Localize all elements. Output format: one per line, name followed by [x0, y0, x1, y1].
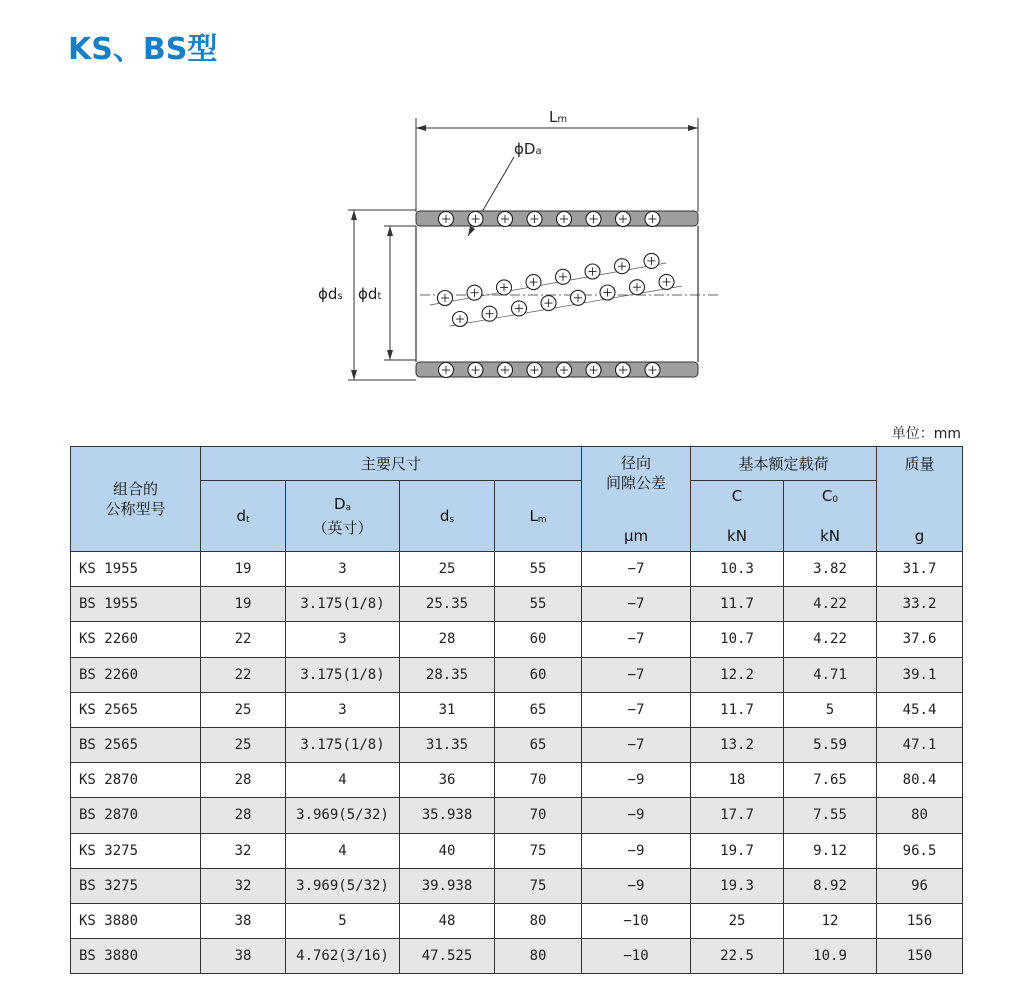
ball-icon	[468, 363, 483, 378]
table-cell: 7.55	[784, 798, 877, 833]
ball-icon	[586, 363, 601, 378]
table-cell: 12.2	[691, 657, 784, 692]
ball-icon	[556, 269, 571, 284]
table-row	[71, 833, 963, 868]
ball-icon	[512, 301, 527, 316]
table-cell: 96.5	[877, 833, 963, 868]
table-cell: 25.35	[400, 587, 495, 622]
ball-icon	[645, 363, 660, 378]
table-cell: 80	[877, 798, 963, 833]
unit-label: 单位：mm	[891, 426, 961, 442]
table-cell: 10.7	[691, 622, 784, 657]
ds-label: ϕds	[318, 285, 343, 303]
table-cell: 25	[691, 903, 784, 938]
table-row	[71, 622, 963, 657]
ball-icon	[541, 296, 556, 311]
ball-icon	[439, 212, 454, 227]
table-row	[71, 763, 963, 798]
cell-model: BS 1955	[71, 587, 201, 622]
table-cell: 36	[400, 763, 495, 798]
header-load: 基本额定载荷	[691, 447, 877, 481]
table-cell: −7	[582, 587, 691, 622]
ball-icon	[616, 212, 631, 227]
ball-icon	[467, 285, 482, 300]
table-cell: 38	[201, 903, 286, 938]
ball-icon	[600, 285, 615, 300]
table-cell: −9	[582, 868, 691, 903]
table-cell: 65	[495, 692, 582, 727]
table-cell: 11.7	[691, 692, 784, 727]
ball-icon	[527, 212, 542, 227]
table-cell: 3.175(1/8)	[286, 657, 400, 692]
table-cell: 33.2	[877, 587, 963, 622]
ball-icon	[498, 212, 513, 227]
lm-label: Lm	[549, 108, 568, 126]
ball-icon	[527, 363, 542, 378]
ball-group	[430, 212, 682, 378]
table-cell: 75	[495, 868, 582, 903]
table-cell: 70	[495, 798, 582, 833]
table-row	[71, 552, 963, 587]
table-body	[71, 552, 963, 974]
table-cell: 31	[400, 692, 495, 727]
table-cell: 3	[286, 622, 400, 657]
table-cell: −10	[582, 939, 691, 974]
page-title: KS、BS型	[68, 32, 218, 67]
table-cell: −10	[582, 903, 691, 938]
header-main-dims: 主要尺寸	[201, 447, 582, 481]
cell-model: KS 3275	[71, 833, 201, 868]
table-cell: 4	[286, 763, 400, 798]
table-cell: 3	[286, 552, 400, 587]
header-c: C kN	[691, 481, 784, 552]
header-mass: 质量 g	[877, 447, 963, 552]
table-cell: 55	[495, 552, 582, 587]
table-cell: 22	[201, 622, 286, 657]
table-row	[71, 727, 963, 762]
cell-model: BS 3275	[71, 868, 201, 903]
table-cell: −7	[582, 727, 691, 762]
table-cell: 25	[400, 552, 495, 587]
table-cell: 19.7	[691, 833, 784, 868]
table-cell: 10.9	[784, 939, 877, 974]
table-cell: 28	[201, 798, 286, 833]
header-lm: Lm	[495, 481, 582, 552]
table-cell: 4	[286, 833, 400, 868]
table-cell: 13.2	[691, 727, 784, 762]
table-cell: 18	[691, 763, 784, 798]
table-cell: 65	[495, 727, 582, 762]
da-label: ϕDa	[514, 140, 542, 158]
table-cell: 19	[201, 587, 286, 622]
table-cell: 3.82	[784, 552, 877, 587]
header-clearance: 径向 间隙公差 μm	[582, 447, 691, 552]
table-cell: −7	[582, 622, 691, 657]
table-cell: 4.762(3/16)	[286, 939, 400, 974]
table-cell: 70	[495, 763, 582, 798]
table-cell: 60	[495, 657, 582, 692]
table-cell: 25	[201, 692, 286, 727]
cell-model: KS 2870	[71, 763, 201, 798]
cell-model: BS 2870	[71, 798, 201, 833]
spec-table	[70, 446, 963, 974]
table-cell: 3.969(5/32)	[286, 798, 400, 833]
cell-model: KS 2260	[71, 622, 201, 657]
cell-model: KS 2565	[71, 692, 201, 727]
table-cell: 10.3	[691, 552, 784, 587]
table-cell: 17.7	[691, 798, 784, 833]
table-cell: 8.92	[784, 868, 877, 903]
table-cell: 4.22	[784, 622, 877, 657]
table-cell: 47.525	[400, 939, 495, 974]
table-cell: 39.938	[400, 868, 495, 903]
table-cell: 96	[877, 868, 963, 903]
ball-icon	[571, 290, 586, 305]
table-cell: 19.3	[691, 868, 784, 903]
table-cell: 5.59	[784, 727, 877, 762]
table-cell: 4.71	[784, 657, 877, 692]
ball-icon	[645, 212, 660, 227]
table-cell: 28	[201, 763, 286, 798]
table-cell: −7	[582, 692, 691, 727]
table-cell: 150	[877, 939, 963, 974]
table-cell: 28	[400, 622, 495, 657]
ball-icon	[453, 312, 468, 327]
table-cell: 47.1	[877, 727, 963, 762]
table-cell: 5	[784, 692, 877, 727]
table-cell: 31.7	[877, 552, 963, 587]
bearing-diagram	[290, 100, 730, 390]
table-cell: 25	[201, 727, 286, 762]
table-cell: 40	[400, 833, 495, 868]
table-cell: 55	[495, 587, 582, 622]
dt-label: ϕdt	[358, 285, 382, 303]
ball-icon	[557, 212, 572, 227]
table-cell: 9.12	[784, 833, 877, 868]
ball-icon	[439, 363, 454, 378]
table-cell: 48	[400, 903, 495, 938]
ball-icon	[644, 253, 659, 268]
ball-icon	[482, 306, 497, 321]
table-cell: 60	[495, 622, 582, 657]
header-dt: dt	[201, 481, 286, 552]
ball-icon	[497, 280, 512, 295]
cell-model: BS 3880	[71, 939, 201, 974]
ball-icon	[438, 291, 453, 306]
table-cell: 28.35	[400, 657, 495, 692]
ball-icon	[630, 280, 645, 295]
header-da: Da （英寸）	[286, 481, 400, 552]
table-cell: 22.5	[691, 939, 784, 974]
table-row	[71, 587, 963, 622]
table-cell: 19	[201, 552, 286, 587]
table-cell: 37.6	[877, 622, 963, 657]
cell-model: KS 1955	[71, 552, 201, 587]
table-cell: −9	[582, 763, 691, 798]
table-cell: −9	[582, 798, 691, 833]
ball-icon	[585, 264, 600, 279]
table-cell: 5	[286, 903, 400, 938]
cell-model: KS 3880	[71, 903, 201, 938]
table-row	[71, 692, 963, 727]
table-cell: 3.175(1/8)	[286, 727, 400, 762]
ball-icon	[659, 274, 674, 289]
table-row	[71, 868, 963, 903]
header-ds: ds	[400, 481, 495, 552]
table-cell: 7.65	[784, 763, 877, 798]
table-row	[71, 903, 963, 938]
table-cell: 22	[201, 657, 286, 692]
table-row	[71, 798, 963, 833]
ball-icon	[616, 363, 631, 378]
ball-icon	[468, 212, 483, 227]
table-cell: 75	[495, 833, 582, 868]
table-cell: 35.938	[400, 798, 495, 833]
table-cell: 39.1	[877, 657, 963, 692]
table-cell: 32	[201, 868, 286, 903]
cell-model: BS 2565	[71, 727, 201, 762]
table-row	[71, 657, 963, 692]
table-cell: 80	[495, 903, 582, 938]
table-cell: 3.175(1/8)	[286, 587, 400, 622]
table-cell: −9	[582, 833, 691, 868]
table-cell: 38	[201, 939, 286, 974]
ball-icon	[615, 259, 630, 274]
table-cell: −7	[582, 657, 691, 692]
table-cell: 12	[784, 903, 877, 938]
cell-model: BS 2260	[71, 657, 201, 692]
ball-icon	[526, 275, 541, 290]
ball-icon	[557, 363, 572, 378]
table-cell: 11.7	[691, 587, 784, 622]
table-cell: 32	[201, 833, 286, 868]
table-cell: 80	[495, 939, 582, 974]
table-cell: −7	[582, 552, 691, 587]
table-row	[71, 939, 963, 974]
table-cell: 156	[877, 903, 963, 938]
ball-icon	[498, 363, 513, 378]
header-c0: C0 kN	[784, 481, 877, 552]
table-cell: 80.4	[877, 763, 963, 798]
table-cell: 3.969(5/32)	[286, 868, 400, 903]
table-cell: 31.35	[400, 727, 495, 762]
table-cell: 4.22	[784, 587, 877, 622]
table-cell: 3	[286, 692, 400, 727]
header-combo: 组合的 公称型号	[71, 447, 201, 552]
table-cell: 45.4	[877, 692, 963, 727]
ball-icon	[586, 212, 601, 227]
